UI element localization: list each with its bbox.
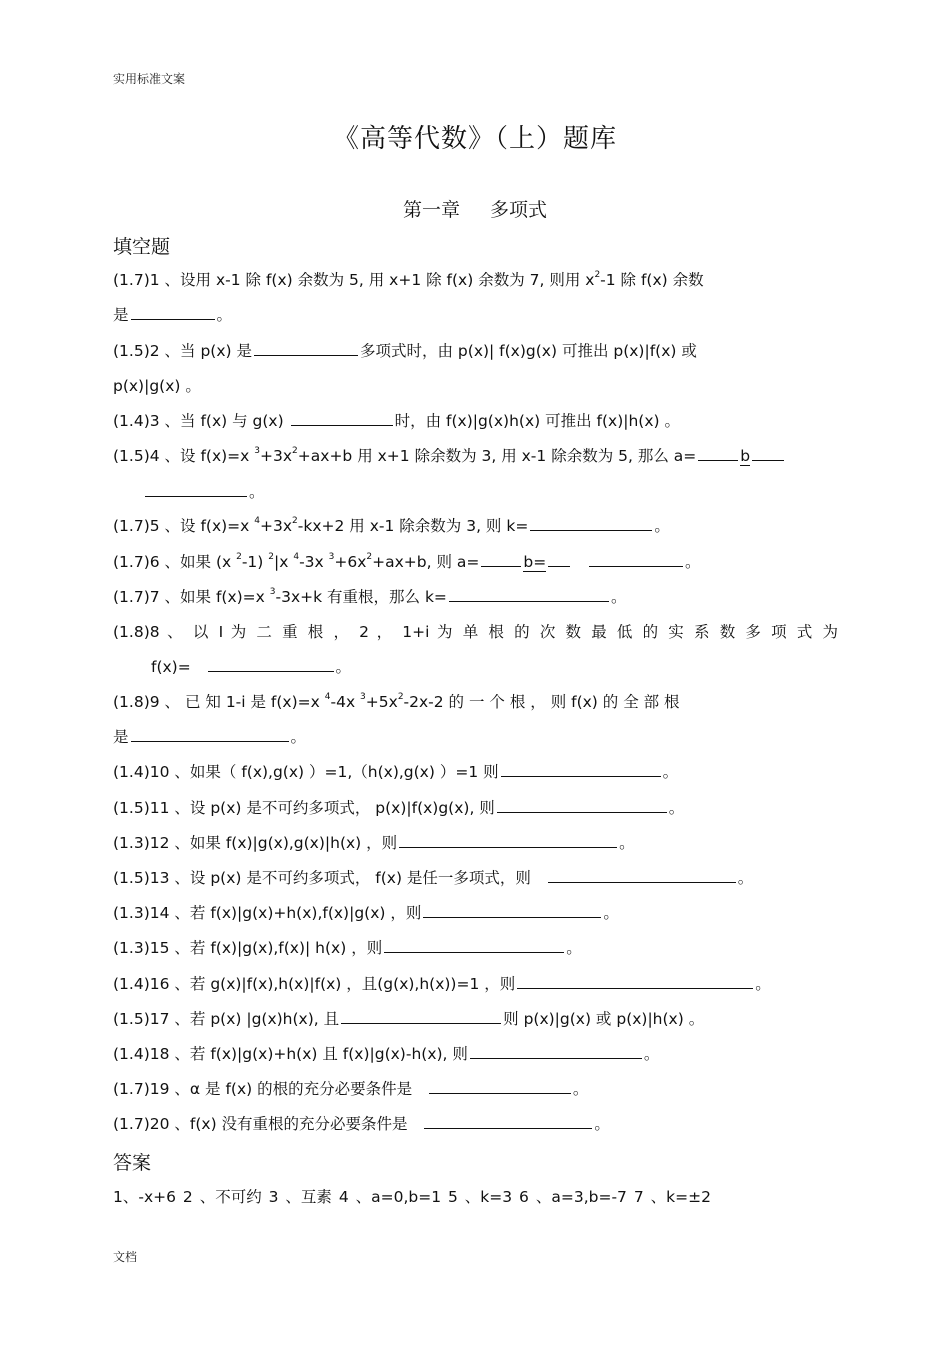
question-4-cont: 。	[143, 482, 265, 502]
question-9: (1.8)9 、 已 知 1-i 是 f(x)=x $^4$-4x $^3+5x^2-2x-2$ 的 一 个 根 ， 则 f(x) 的 全 部 根	[113, 692, 680, 711]
question-8-cont: f(x)= 。	[151, 658, 352, 676]
question-13: (1.5)13 、设 p(x) 是不可约多项式， f(x) 是任一多项式，则 。	[113, 869, 754, 887]
section-fill-in-blank: 填空题	[113, 236, 171, 258]
answer-blank[interactable]	[399, 833, 617, 848]
answer-blank[interactable]	[501, 762, 661, 777]
section-answers: 答案	[113, 1152, 152, 1174]
chapter-number: 第一章	[402, 199, 460, 221]
question-14: (1.3)14 、若 f(x)|g(x)+h(x),f(x)|g(x) ，则 。	[113, 904, 619, 922]
answer-blank[interactable]	[341, 1009, 501, 1024]
question-5: (1.7)5 、设 f(x)=x $^4+3x^2-kx+2$ 用 x-1 除余数为 3, 则 k= 。	[113, 516, 670, 535]
answer-blank[interactable]	[548, 868, 736, 883]
answer-blank[interactable]	[497, 798, 667, 813]
answers-line: 1、-x+6 2 、不可约 3 、互素 4 、a=0,b=1 5 、k=3 6 、a=3,b=-7 7 、k=±2	[113, 1188, 711, 1206]
question-8: (1.8)8 、 以 I 为 二 重 根 ， 2 ， 1+i 为 单 根 的 次 数 最 低 的 实 系 数 多 项 式 为	[113, 623, 838, 641]
question-15: (1.3)15 、若 f(x)|g(x),f(x)| h(x) ，则 。	[113, 939, 582, 957]
answer-blank[interactable]	[470, 1044, 642, 1059]
answer-blank[interactable]	[424, 1114, 592, 1129]
answer-blank[interactable]	[291, 411, 393, 426]
question-12: (1.3)12 、如果 f(x)|g(x),g(x)|h(x) ，则 。	[113, 834, 635, 852]
question-2-cont: p(x)|g(x) 。	[113, 377, 201, 395]
answer-blank[interactable]	[254, 341, 358, 356]
question-11: (1.5)11 、设 p(x) 是不可约多项式， p(x)|f(x)g(x), 则 。	[113, 799, 685, 817]
question-10: (1.4)10 、如果（ f(x),g(x) ）=1,（h(x),g(x) ）=1 则 。	[113, 763, 679, 781]
question-16: (1.4)16 、若 g(x)|f(x),h(x)|f(x) ，且(g(x),h(x))=1 ，则 。	[113, 975, 771, 993]
page-header: 实用标准文案	[113, 72, 186, 86]
answer-blank[interactable]	[423, 903, 601, 918]
answer-blank-b[interactable]	[589, 552, 683, 567]
question-19: (1.7)19 、α 是 f(x) 的根的充分必要条件是 。	[113, 1080, 589, 1098]
answer-blank[interactable]	[208, 657, 334, 672]
question-6: (1.7)6 、如果 (x $^2$-1) $^2$|x $^4$-3x $^3+6x^2+ax+b$, 则 a= b= 。	[113, 552, 701, 571]
question-9-cont: 是 。	[113, 728, 307, 746]
answer-blank[interactable]	[131, 727, 289, 742]
chapter-name: 多项式	[490, 199, 548, 221]
question-3: (1.4)3 、当 f(x) 与 g(x) 时，由 f(x)|g(x)h(x) 可推出 f(x)|h(x) 。	[113, 412, 680, 430]
answer-blank[interactable]	[145, 482, 247, 497]
document-title: 《高等代数》（上）题库	[332, 124, 617, 154]
answer-blank[interactable]	[429, 1079, 571, 1094]
question-17: (1.5)17 、若 p(x) |g(x)h(x), 且 则 p(x)|g(x) 或 p(x)|h(x) 。	[113, 1010, 705, 1028]
question-7: (1.7)7 、如果 f(x)=x $^3$-3x+k 有重根，那么 k= 。	[113, 587, 627, 606]
answer-blank-a[interactable]	[698, 446, 738, 461]
answer-blank[interactable]	[384, 938, 564, 953]
answer-blank[interactable]	[530, 516, 652, 531]
question-4: (1.5)4 、设 f(x)=x $^3+3x^2+ax+b$ 用 x+1 除余数为 3, 用 x-1 除余数为 5, 那么 a= b	[113, 446, 838, 466]
answer-blank[interactable]	[517, 974, 753, 989]
question-20: (1.7)20 、f(x) 没有重根的充分必要条件是 。	[113, 1115, 610, 1133]
answer-blank[interactable]	[548, 552, 570, 567]
question-1-cont: 是 。	[113, 306, 233, 324]
question-18: (1.4)18 、若 f(x)|g(x)+h(x) 且 f(x)|g(x)-h(x), 则 。	[113, 1045, 660, 1063]
answer-blank[interactable]	[449, 587, 609, 602]
answer-blank[interactable]	[131, 305, 215, 320]
answer-blank-a[interactable]	[481, 552, 521, 567]
chapter-heading	[0, 195, 950, 222]
question-2: (1.5)2 、当 p(x) 是 多项式时，由 p(x)| f(x)g(x) 可推出 p(x)|f(x) 或	[113, 342, 697, 360]
page-footer: 文档	[113, 1250, 138, 1264]
answer-blank-b[interactable]	[752, 446, 784, 461]
question-1: (1.7)1 、设用 x-1 除 f(x) 余数为 5, 用 x+1 除 f(x) 余数为 7, 则用 $x^2-1$ 除 f(x) 余数	[113, 270, 704, 289]
